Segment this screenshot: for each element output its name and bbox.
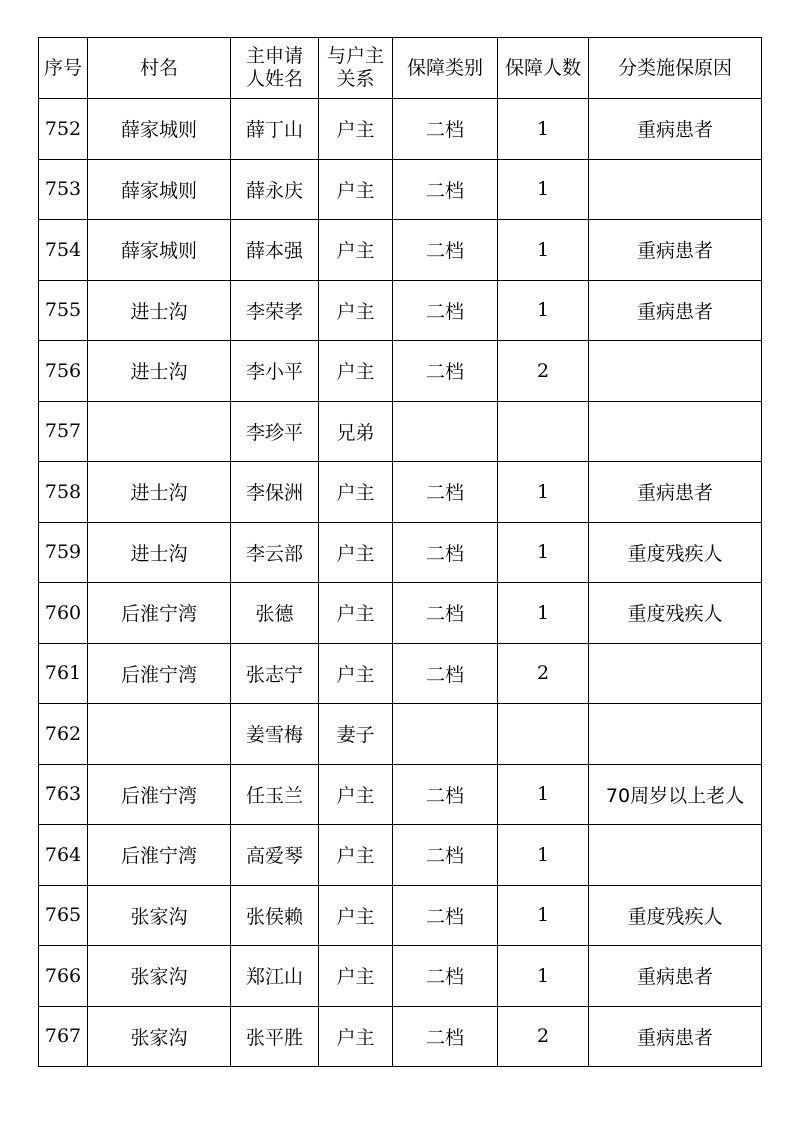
cell-seq: 764 [39,825,88,886]
table-row [39,341,762,402]
cell-applicant-name: 任玉兰 [231,764,319,825]
cell-seq: 757 [39,401,88,462]
cell-relation: 户主 [319,159,393,220]
header-village: 村名 [88,38,231,99]
cell-category: 二档 [393,583,498,644]
cell-village [88,704,231,765]
table-row [39,1006,762,1067]
cell-relation: 妻子 [319,704,393,765]
cell-count: 1 [498,220,589,281]
cell-count: 1 [498,764,589,825]
cell-village: 后淮宁湾 [88,825,231,886]
cell-count [498,401,589,462]
cell-village: 进士沟 [88,522,231,583]
cell-count: 1 [498,522,589,583]
cell-seq: 760 [39,583,88,644]
cell-relation: 户主 [319,341,393,402]
cell-reason [589,704,762,765]
cell-relation: 户主 [319,220,393,281]
cell-seq: 753 [39,159,88,220]
table-row [39,825,762,886]
cell-reason: 重度残疾人 [589,885,762,946]
header-seq: 序号 [39,38,88,99]
cell-relation: 户主 [319,280,393,341]
cell-applicant-name: 薛本强 [231,220,319,281]
table-row [39,583,762,644]
cell-reason [589,159,762,220]
cell-seq: 754 [39,220,88,281]
cell-relation: 户主 [319,764,393,825]
table-row [39,885,762,946]
cell-village: 张家沟 [88,885,231,946]
table-row [39,643,762,704]
cell-category: 二档 [393,946,498,1007]
cell-relation: 户主 [319,946,393,1007]
cell-village: 进士沟 [88,341,231,402]
cell-category: 二档 [393,764,498,825]
table-row [39,946,762,1007]
cell-reason [589,643,762,704]
cell-applicant-name: 高爱琴 [231,825,319,886]
cell-applicant-name: 李珍平 [231,401,319,462]
cell-reason [589,401,762,462]
cell-reason [589,825,762,886]
cell-category [393,704,498,765]
cell-applicant-name: 李保洲 [231,462,319,523]
cell-seq: 761 [39,643,88,704]
cell-count: 1 [498,159,589,220]
cell-seq: 755 [39,280,88,341]
cell-reason: 重病患者 [589,462,762,523]
cell-category: 二档 [393,341,498,402]
cell-relation: 户主 [319,462,393,523]
cell-applicant-name: 薛丁山 [231,99,319,160]
cell-seq: 756 [39,341,88,402]
cell-village: 张家沟 [88,1006,231,1067]
header-category: 保障类别 [393,38,498,99]
table-row [39,159,762,220]
cell-relation: 户主 [319,99,393,160]
cell-category: 二档 [393,522,498,583]
cell-village: 薛家城则 [88,220,231,281]
cell-relation: 户主 [319,825,393,886]
cell-reason: 70周岁以上老人 [589,764,762,825]
cell-category: 二档 [393,825,498,886]
cell-relation: 户主 [319,643,393,704]
cell-village: 进士沟 [88,462,231,523]
cell-category: 二档 [393,159,498,220]
table-body [39,99,762,1067]
cell-seq: 752 [39,99,88,160]
cell-reason: 重病患者 [589,220,762,281]
header-count: 保障人数 [498,38,589,99]
cell-village: 后淮宁湾 [88,583,231,644]
cell-seq: 765 [39,885,88,946]
cell-seq: 763 [39,764,88,825]
cell-applicant-name: 张志宁 [231,643,319,704]
cell-applicant-name: 姜雪梅 [231,704,319,765]
cell-relation: 兄弟 [319,401,393,462]
cell-village: 薛家城则 [88,159,231,220]
cell-seq: 762 [39,704,88,765]
cell-reason: 重病患者 [589,1006,762,1067]
table-row [39,462,762,523]
cell-reason: 重病患者 [589,99,762,160]
cell-reason: 重病患者 [589,946,762,1007]
cell-reason [589,341,762,402]
cell-seq: 767 [39,1006,88,1067]
table-row [39,220,762,281]
cell-category: 二档 [393,885,498,946]
table-row [39,764,762,825]
cell-relation: 户主 [319,583,393,644]
cell-count: 2 [498,1006,589,1067]
cell-applicant-name: 李云部 [231,522,319,583]
cell-relation: 户主 [319,522,393,583]
cell-applicant-name: 张平胜 [231,1006,319,1067]
cell-count: 2 [498,341,589,402]
cell-category: 二档 [393,220,498,281]
cell-village [88,401,231,462]
cell-seq: 758 [39,462,88,523]
table-row [39,522,762,583]
cell-applicant-name: 张侯赖 [231,885,319,946]
cell-category: 二档 [393,280,498,341]
cell-count: 1 [498,885,589,946]
cell-count: 2 [498,643,589,704]
cell-count [498,704,589,765]
cell-count: 1 [498,946,589,1007]
cell-category [393,401,498,462]
table-row [39,401,762,462]
cell-applicant-name: 张德 [231,583,319,644]
cell-count: 1 [498,462,589,523]
cell-relation: 户主 [319,885,393,946]
cell-village: 后淮宁湾 [88,643,231,704]
cell-reason: 重病患者 [589,280,762,341]
cell-applicant-name: 李小平 [231,341,319,402]
header-row [39,38,762,99]
cell-village: 薛家城则 [88,99,231,160]
assistance-table [38,37,762,1067]
cell-village: 进士沟 [88,280,231,341]
cell-reason: 重度残疾人 [589,522,762,583]
cell-applicant-name: 薛永庆 [231,159,319,220]
cell-applicant-name: 李荣孝 [231,280,319,341]
cell-reason: 重度残疾人 [589,583,762,644]
cell-count: 1 [498,280,589,341]
cell-seq: 766 [39,946,88,1007]
cell-category: 二档 [393,1006,498,1067]
table-row [39,280,762,341]
header-reason: 分类施保原因 [589,38,762,99]
header-applicant-name: 主申请人姓名 [231,38,319,99]
table-row [39,99,762,160]
cell-count: 1 [498,825,589,886]
cell-category: 二档 [393,99,498,160]
cell-applicant-name: 郑江山 [231,946,319,1007]
cell-count: 1 [498,99,589,160]
cell-seq: 759 [39,522,88,583]
cell-category: 二档 [393,643,498,704]
cell-count: 1 [498,583,589,644]
cell-category: 二档 [393,462,498,523]
cell-relation: 户主 [319,1006,393,1067]
table-row [39,704,762,765]
cell-village: 后淮宁湾 [88,764,231,825]
header-relation: 与户主关系 [319,38,393,99]
cell-village: 张家沟 [88,946,231,1007]
